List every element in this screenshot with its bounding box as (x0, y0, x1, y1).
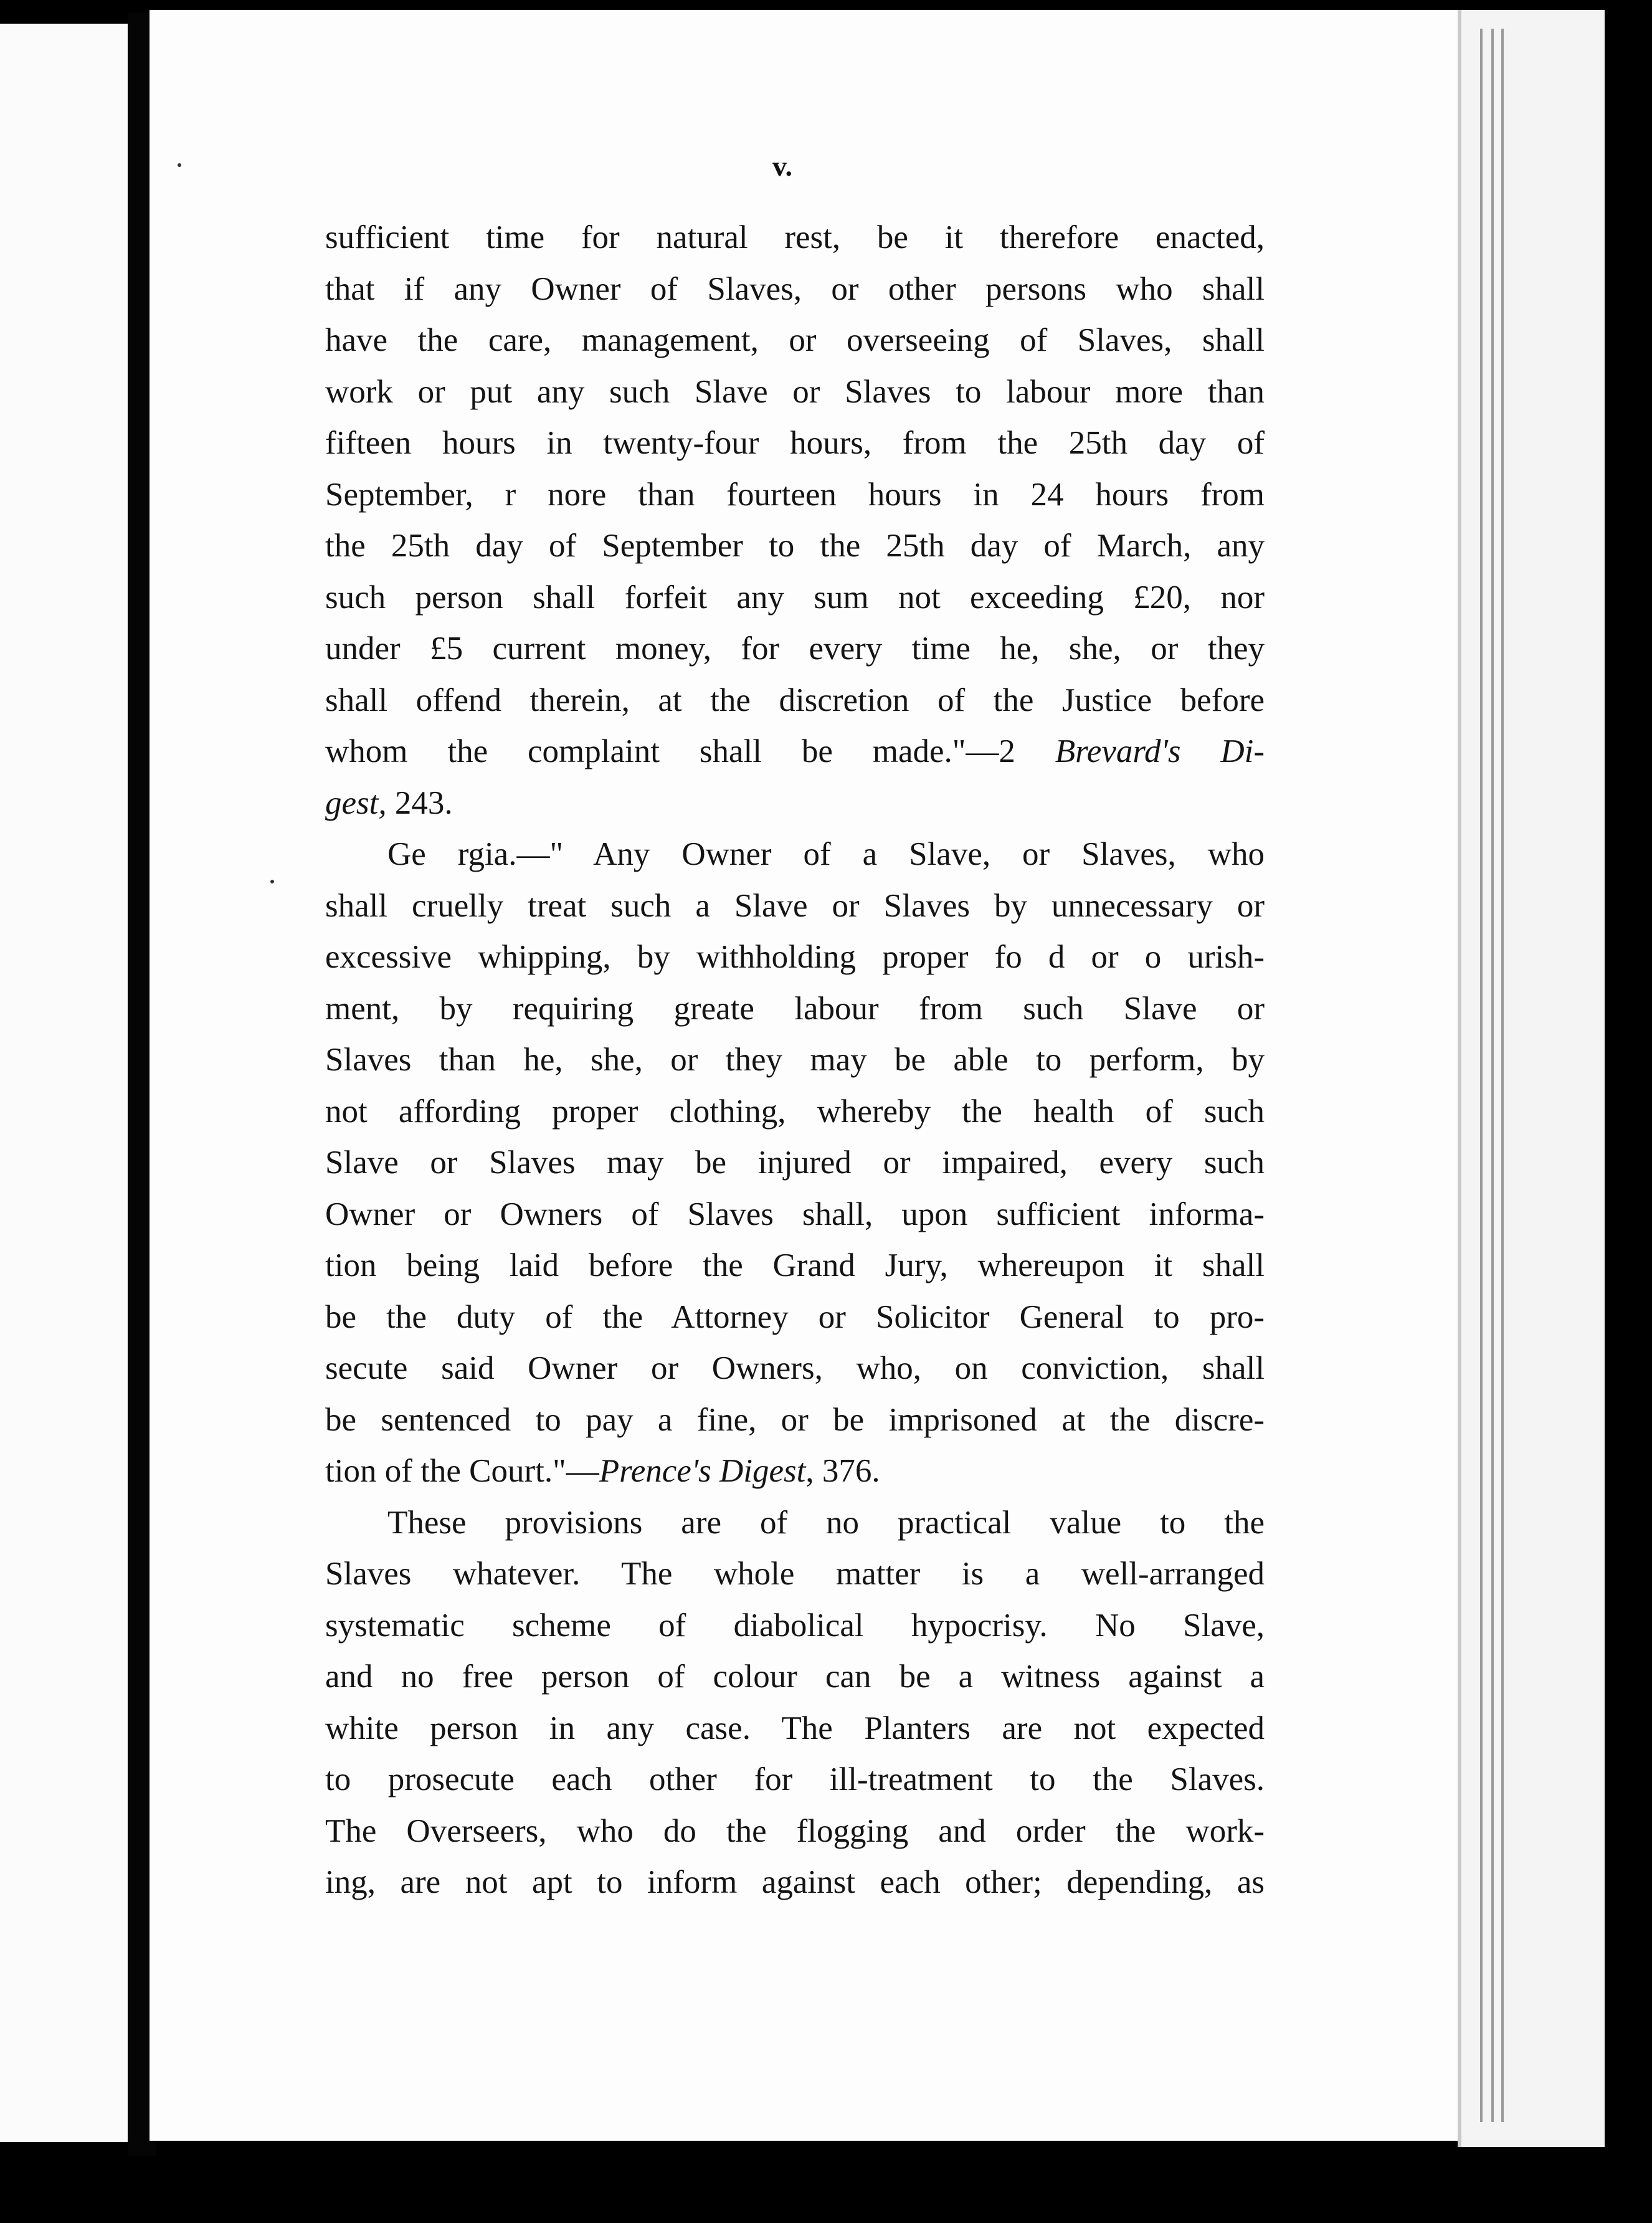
text-line: sufficient time for natural rest, be it therefore enacted, (325, 219, 1265, 255)
text-line: systematic scheme of diabolical hypocrisy. No Slave, (325, 1607, 1265, 1644)
text-line: tion being laid before the Grand Jury, whereupon it shall (325, 1247, 1265, 1283)
text-line: Slaves than he, she, or they may be able to perform, by (325, 1042, 1265, 1078)
ink-speck (270, 880, 274, 883)
text-line: not affording proper clothing, whereby the health of such (325, 1093, 1265, 1130)
citation: Brevard's Di- (1055, 733, 1265, 769)
citation: gest, (325, 784, 387, 821)
text-line: to prosecute each other for ill-treatment to the Slaves. (325, 1761, 1265, 1797)
ink-speck (178, 163, 181, 167)
citation: Prence's Digest (599, 1453, 806, 1489)
text-line: Slaves whatever. The whole matter is a well-arranged (325, 1556, 1265, 1592)
page-number: v. (772, 150, 792, 182)
text-line: such person shall forfeit any sum not exceeding £20, nor (325, 579, 1265, 616)
text-line: Owner or Owners of Slaves shall, upon sufficient informa- (325, 1196, 1265, 1232)
text-line: ing, are not apt to inform against each other; depending, as (325, 1864, 1265, 1900)
text-line: be the duty of the Attorney or Solicitor General to pro- (325, 1298, 1265, 1335)
text-line: secute said Owner or Owners, who, on conviction, shall (325, 1350, 1265, 1386)
text-line: September, r nore than fourteen hours in 24 hours from (325, 476, 1265, 513)
text-line: shall offend therein, at the discretion of the Justice before (325, 682, 1265, 718)
text-line: Ge rgia.—" Any Owner of a Slave, or Slaves, who (387, 836, 1265, 872)
text-line: have the care, management, or overseeing of Slaves, shall (325, 322, 1265, 358)
text-line: shall cruelly treat such a Slave or Slaves by unnecessary or (325, 887, 1265, 924)
facing-page (0, 24, 128, 2142)
text-fragment: 243. (386, 784, 453, 821)
text-line: fifteen hours in twenty-four hours, from the 25th day of (325, 425, 1265, 461)
page-edge-stack (1458, 10, 1605, 2147)
text-line: excessive whipping, by withholding proper fo d or o urish- (325, 939, 1265, 975)
body-text (325, 212, 1265, 1908)
text-line (325, 1445, 1265, 1497)
text-line: Slave or Slaves may be injured or impaired, every such (325, 1145, 1265, 1181)
text-line: These provisions are of no practical value to the (387, 1504, 1265, 1541)
text-line: ment, by requiring greate labour from such Slave or (325, 990, 1265, 1027)
text-line: white person in any case. The Planters are not expected (325, 1710, 1265, 1746)
text-fragment: whom the complaint shall be made."—2 (325, 733, 1055, 769)
edge-line (1480, 29, 1483, 2122)
text-line: work or put any such Slave or Slaves to labour more than (325, 373, 1265, 410)
text-line (325, 778, 1265, 829)
text-line: the 25th day of September to the 25th day of March, any (325, 528, 1265, 564)
text-fragment: tion of the Court."— (325, 1453, 599, 1489)
text-line: that if any Owner of Slaves, or other persons who shall (325, 270, 1265, 307)
text-line: and no free person of colour can be a witness against a (325, 1659, 1265, 1695)
text-line (325, 726, 1265, 778)
edge-line (1491, 29, 1494, 2122)
text-fragment: , 376. (805, 1453, 880, 1489)
edge-line (1501, 29, 1504, 2122)
text-line: The Overseers, who do the flogging and order the work- (325, 1812, 1265, 1849)
text-line: be sentenced to pay a fine, or be imprisoned at the discre- (325, 1401, 1265, 1438)
text-line: under £5 current money, for every time he, she, or they (325, 631, 1265, 667)
